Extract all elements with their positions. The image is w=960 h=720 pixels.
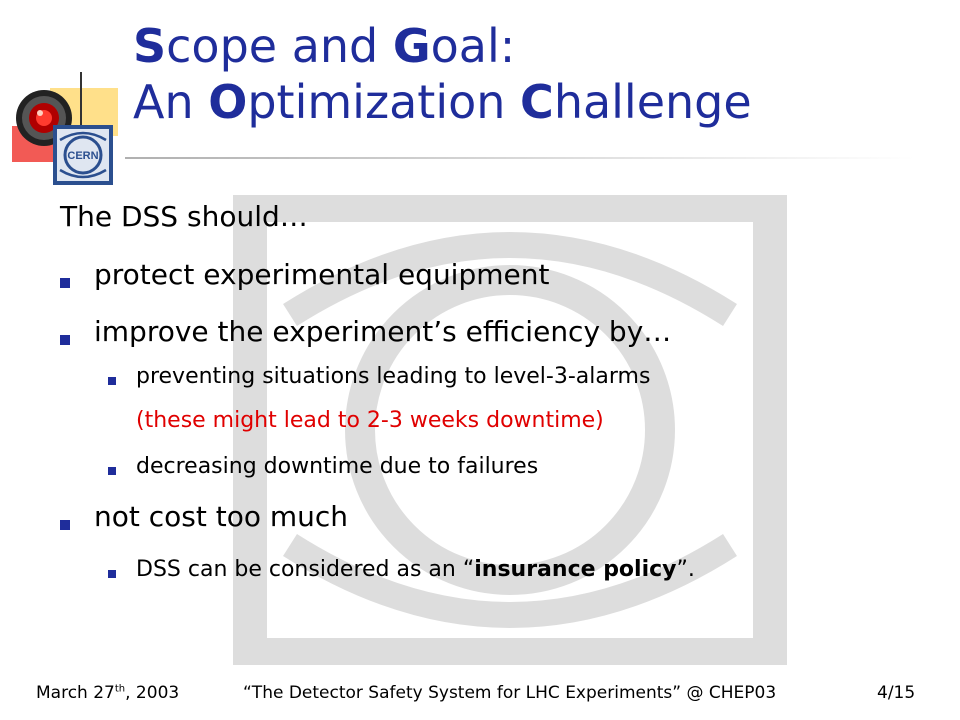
subbullet-preventing: preventing situations leading to level-3-alarms bbox=[136, 364, 651, 389]
title-line-1 bbox=[133, 18, 752, 74]
title-segment: An bbox=[133, 75, 209, 129]
bullet-marker bbox=[60, 520, 70, 530]
bullet-protect-equipment: protect experimental equipment bbox=[94, 258, 550, 291]
footer-date bbox=[36, 683, 179, 703]
bullet-cost: not cost too much bbox=[94, 500, 349, 533]
slide-title bbox=[133, 18, 752, 130]
footer-date-prefix: March 27 bbox=[36, 683, 115, 703]
title-segment: S bbox=[133, 19, 167, 73]
insurance-suffix: ”. bbox=[676, 557, 695, 582]
bullet-marker bbox=[60, 335, 70, 345]
cern-logo-icon bbox=[52, 124, 114, 186]
footer-presentation-title: “The Detector Safety System for LHC Experiments” @ CHEP03 bbox=[243, 683, 777, 703]
subbullet-marker bbox=[108, 377, 116, 385]
subbullet-insurance bbox=[136, 557, 695, 582]
title-segment: G bbox=[392, 19, 431, 73]
title-segment: O bbox=[208, 75, 248, 129]
title-segment: hallenge bbox=[553, 75, 752, 129]
footer-date-sup: th bbox=[114, 683, 126, 695]
subbullet-decreasing: decreasing downtime due to failures bbox=[136, 454, 539, 479]
title-underline bbox=[125, 157, 915, 159]
subbullet-marker bbox=[108, 467, 116, 475]
insurance-prefix: DSS can be considered as an “ bbox=[136, 557, 475, 582]
title-segment: C bbox=[520, 75, 554, 129]
intro-text: The DSS should… bbox=[60, 200, 308, 233]
title-segment: oal: bbox=[430, 19, 516, 73]
bullet-improve-efficiency: improve the experiment’s efficiency by… bbox=[94, 315, 672, 348]
title-segment: ptimization bbox=[247, 75, 521, 129]
insurance-policy-text: insurance policy bbox=[474, 557, 677, 582]
footer-date-suffix: , 2003 bbox=[125, 683, 180, 703]
bullet-marker bbox=[60, 278, 70, 288]
title-line-2 bbox=[133, 74, 752, 130]
page-number: 4/15 bbox=[877, 683, 916, 703]
title-segment: cope and bbox=[166, 19, 393, 73]
cern-logo-text: CERN bbox=[67, 150, 99, 162]
subbullet-marker bbox=[108, 570, 116, 578]
downtime-note: (these might lead to 2-3 weeks downtime) bbox=[136, 408, 604, 433]
